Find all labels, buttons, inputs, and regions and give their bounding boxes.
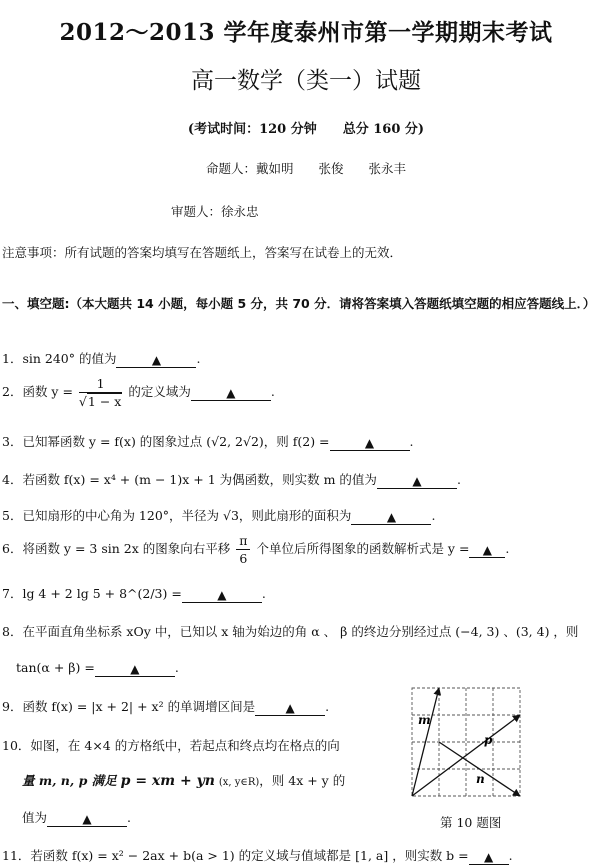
answer-blank	[469, 850, 509, 865]
question-5: 5．已知扇形的中心角为 120°，半径为 √3，则此扇形的面积为 ▲ .	[2, 508, 436, 524]
question-7: 7．lg 4 + 2 lg 5 + 8^(2/3) = ▲ .	[2, 586, 266, 602]
question-number: 6．	[2, 541, 23, 556]
blank-marker: ▲	[364, 436, 375, 450]
answer-blank	[469, 543, 505, 558]
fraction-numerator: 1	[79, 375, 122, 393]
question-number: 9．	[2, 699, 23, 714]
answer-blank	[182, 588, 262, 603]
figure-caption: 第 10 题图	[440, 815, 502, 830]
question-10-line3: 值为 ▲ .	[22, 810, 131, 826]
blank-marker: ▲	[226, 386, 236, 400]
notice: 注意事项：所有试题的答案均填写在答题纸上，答案写在试卷上的无效．	[2, 245, 403, 260]
question-text: 函数 y =	[22, 384, 73, 399]
blank-marker: ▲	[484, 850, 494, 864]
exam-subtitle: 高一数学（类一）试题	[191, 68, 421, 94]
question-number: 1．	[2, 351, 23, 366]
label-p: p	[484, 733, 493, 747]
exam-info: (考试时间：120 分钟 总分 160 分)	[187, 122, 425, 137]
question-8-line2: tan(α + β) = ▲ .	[16, 660, 179, 676]
question-text: lg 4 + 2 lg 5 + 8^(2/3) =	[22, 586, 182, 601]
answer-blank	[191, 386, 271, 401]
answer-blank	[95, 662, 175, 677]
label-m: m	[418, 713, 431, 727]
answer-blank	[351, 510, 431, 525]
question-text: tan(α + β) =	[16, 660, 95, 675]
section-title: 一、填空题:（本大题共 14 小题，每小题 5 分，共 70 分．请将答案填入答题纸填空题的相应答题线上．）	[2, 296, 596, 311]
authors: 命题人：戴如明 张俊 张永丰	[205, 161, 406, 176]
fraction-denominator: 1 − x	[87, 394, 122, 409]
question-text: 如图，在 4×4 的方格纸中，若起点和终点均在格点的向	[30, 738, 340, 753]
question-text: 若函数 f(x) = x⁴ + (m − 1)x + 1 为偶函数，则实数 m 的值为	[22, 472, 377, 487]
answer-blank	[255, 701, 325, 716]
question-number: 8．	[2, 624, 23, 639]
answer-blank	[377, 474, 457, 489]
question-number: 4．	[2, 472, 23, 487]
blank-marker: ▲	[386, 510, 397, 524]
label-n: n	[476, 772, 485, 786]
question-text: 的定义域为	[128, 384, 191, 399]
blank-marker: ▲	[482, 543, 493, 557]
question-text: ，则 4x + y 的	[259, 773, 346, 788]
question-1: 1．sin 240° 的值为 ▲ .	[2, 351, 201, 367]
exam-title: 2012～2013 学年度泰州市第一学期期末考试	[59, 19, 553, 46]
question-text: 已知幂函数 y = f(x) 的图象过点 (√2, 2√2)，则 f(2) =	[22, 434, 330, 449]
question-number: 3．	[2, 434, 23, 449]
question-number: 5．	[2, 508, 23, 523]
question-text: 已知扇形的中心角为 120°，半径为 √3，则此扇形的面积为	[22, 508, 352, 523]
reviewer: 审题人：徐永忠	[171, 204, 259, 219]
answer-blank	[47, 812, 127, 827]
question-11: 11．若函数 f(x) = x² − 2ax + b(a > 1) 的定义域与值域都是 [1, a] ，则实数 b = ▲ .	[2, 848, 513, 864]
question-number: 11．	[2, 848, 31, 863]
question-number: 2．	[2, 384, 23, 399]
answer-blank	[116, 353, 196, 368]
question-8	[2, 622, 578, 640]
blank-marker: ▲	[412, 474, 422, 488]
question-10	[2, 736, 340, 754]
grid	[412, 688, 520, 796]
condition: (x, y∈R)	[218, 777, 260, 788]
fraction	[236, 532, 250, 567]
grid-figure	[410, 686, 524, 800]
blank-marker: ▲	[285, 701, 295, 715]
question-10-line2	[22, 771, 345, 789]
question-number: 10．	[2, 738, 31, 753]
question-number: 7．	[2, 586, 23, 601]
question-9: 9．函数 f(x) = |x + 2| + x² 的单调增区间是 ▲ .	[2, 699, 330, 715]
question-text: 将函数 y = 3 sin 2x 的图象向右平移	[22, 541, 231, 556]
fraction: $\frac{1}{√1 - x}$	[78, 376, 122, 409]
question-text: 在平面直角坐标系 xOy 中，已知以 x 轴为始边的角 α 、 β 的终边分别经过点 (−4, 3) 、(3, 4) ，则	[22, 624, 579, 639]
answer-blank	[330, 436, 410, 451]
question-text: sin 240° 的值为	[22, 351, 117, 366]
question-3: 3．已知幂函数 y = f(x) 的图象过点 (√2, 2√2)，则 f(2) = ▲ .	[2, 434, 414, 450]
question-text: 量 m, n, p 满足	[22, 773, 117, 788]
blank-marker: ▲	[130, 662, 140, 676]
blank-marker: ▲	[217, 588, 227, 602]
question-text: 值为	[22, 810, 48, 825]
blank-marker: ▲	[151, 353, 162, 367]
fraction-denominator: 6	[239, 551, 248, 566]
blank-marker: ▲	[82, 812, 92, 826]
fraction-numerator: π	[236, 532, 250, 550]
question-text: 函数 f(x) = |x + 2| + x² 的单调增区间是	[22, 699, 256, 714]
question-4: 4．若函数 f(x) = x⁴ + (m − 1)x + 1 为偶函数，则实数 m 的值为 ▲ .	[2, 472, 461, 488]
question-text: 个单位后所得图象的函数解析式是 y =	[256, 541, 470, 556]
question-6: 6．将函数 y = 3 sin 2x 的图象向右平移 $\frac{\pi}{6}$ 个单位后所得图象的函数解析式是 y = ▲ .	[2, 533, 510, 566]
question-2: 2．函数 y = $\frac{1}{√1 - x}$ 的定义域为 ▲ .	[2, 376, 275, 409]
question-text: 若函数 f(x) = x² − 2ax + b(a > 1) 的定义域与值域都是 [1, a] ，则实数 b =	[30, 848, 469, 863]
vector-equation: p = xm + yn	[120, 773, 215, 789]
